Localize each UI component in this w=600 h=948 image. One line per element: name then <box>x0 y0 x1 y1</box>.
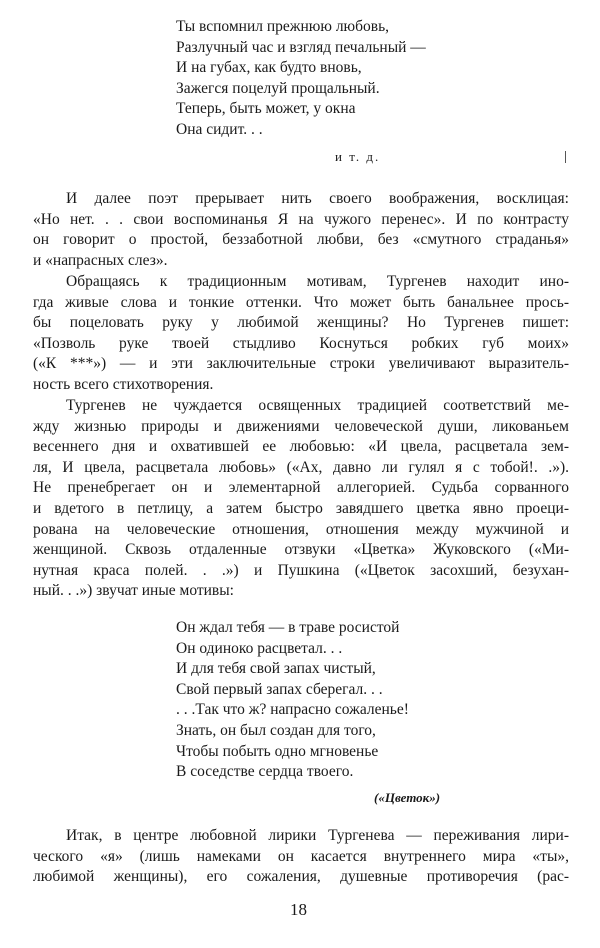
text-line: ля, И цвела, расцветала любовь» («Ах, давно ли гулял я с тобой!. .»). <box>33 458 569 476</box>
text-line: «Но нет. . . свои воспоминанья Я на чужого перенес». И по контрасту <box>33 210 569 228</box>
poem-excerpt-1 <box>176 17 426 141</box>
poem-excerpt-2 <box>176 618 409 783</box>
text-line: он говорит о простой, беззаботной любви, без «смутного страданья» <box>33 231 569 249</box>
text-line: и вдетого в петлицу, а затем быстро завядшего цветка явно проеци- <box>33 499 569 517</box>
verse-line: Она сидит. . . <box>176 120 263 138</box>
text-line: бы поцеловать руку у любимой женщины? Но Тургенев пишет: <box>33 314 569 332</box>
paragraph-3 <box>33 396 569 602</box>
page-number: 18 <box>290 900 307 919</box>
paragraph-2 <box>33 272 569 396</box>
poem-source: («Цветок») <box>374 790 441 805</box>
verse-line: Зажегся поцелуй прощальный. <box>176 79 380 97</box>
text-line: Тургенев не чуждается освященных традицией соответствий ме- <box>66 397 569 414</box>
verse-line: Теперь, быть может, у окна <box>176 100 356 118</box>
text-line: и «напрасных слез». <box>33 251 168 269</box>
verse-line: Знать, он был создан для того, <box>176 721 376 739</box>
verse-line: И для тебя свой запах чистый, <box>176 660 376 678</box>
text-line: любимой женщины), его сожаления, душевные противоречия (рас- <box>33 868 569 886</box>
verse-line: Он ждал тебя — в траве росистой <box>176 619 400 636</box>
paragraph-4 <box>33 826 569 888</box>
text-line: ный. . .») звучат иные мотивы: <box>33 582 234 600</box>
verse-line: Свой первый запах сберегал. . . <box>176 680 383 698</box>
text-line: Не пренебрегает он и элементарной аллегорией. Судьба сорванного <box>33 479 569 497</box>
verse-line: . . .Так что ж? напрасно сожаленье! <box>176 701 409 719</box>
text-line: нутная краса полей. . .») и Пушкина («Цветок засохший, безухан- <box>33 561 569 579</box>
text-line: жду жизнью природы и движениями человеческой души, ликованьем <box>33 417 569 435</box>
paragraph-1 <box>33 189 569 271</box>
verse-line: И на губах, как будто вновь, <box>176 59 362 77</box>
text-line: гда живые слова и тонкие оттенки. Что может быть банальнее прось- <box>33 293 569 311</box>
text-line: И далее поэт прерывает нить своего воображения, восклицая: <box>66 190 569 207</box>
text-line: женщиной. Сквозь отдаленные отзвуки «Цветка» Жуковского («Ми- <box>33 541 569 559</box>
verse-line: Разлучный час и взгляд печальный — <box>176 38 426 56</box>
verse-line: Он одиноко расцветал. . . <box>176 639 343 657</box>
text-line: («К ***») — и эти заключительные строки увеличивают выразитель- <box>33 355 569 373</box>
verse-line: Чтобы побыть одно мгновенье <box>176 742 379 760</box>
text-line: «Позволь руке твоей стыдливо Коснуться робких губ моих» <box>33 334 569 352</box>
verse-line: В соседстве сердца твоего. <box>176 763 354 781</box>
text-line: ческого «я» (лишь намеками он касается внутреннего мира «ты», <box>33 847 569 865</box>
text-line: ность всего стихотворения. <box>33 375 214 393</box>
text-line: весеннего дня и охватившей ее любовью: «И цвела, расцветала зем- <box>33 438 569 456</box>
text-line: Обращаясь к традиционным мотивам, Тургенев находит ино- <box>66 273 569 290</box>
verse-line: Ты вспомнил прежнюю любовь, <box>176 18 390 35</box>
text-line: Итак, в центре любовной лирики Тургенева — переживания лири- <box>66 827 569 844</box>
etc-marker: и т. д. <box>335 149 381 164</box>
margin-mark <box>565 151 566 163</box>
text-line: рована на человеческие отношения, отношения между мужчиной и <box>33 520 569 538</box>
